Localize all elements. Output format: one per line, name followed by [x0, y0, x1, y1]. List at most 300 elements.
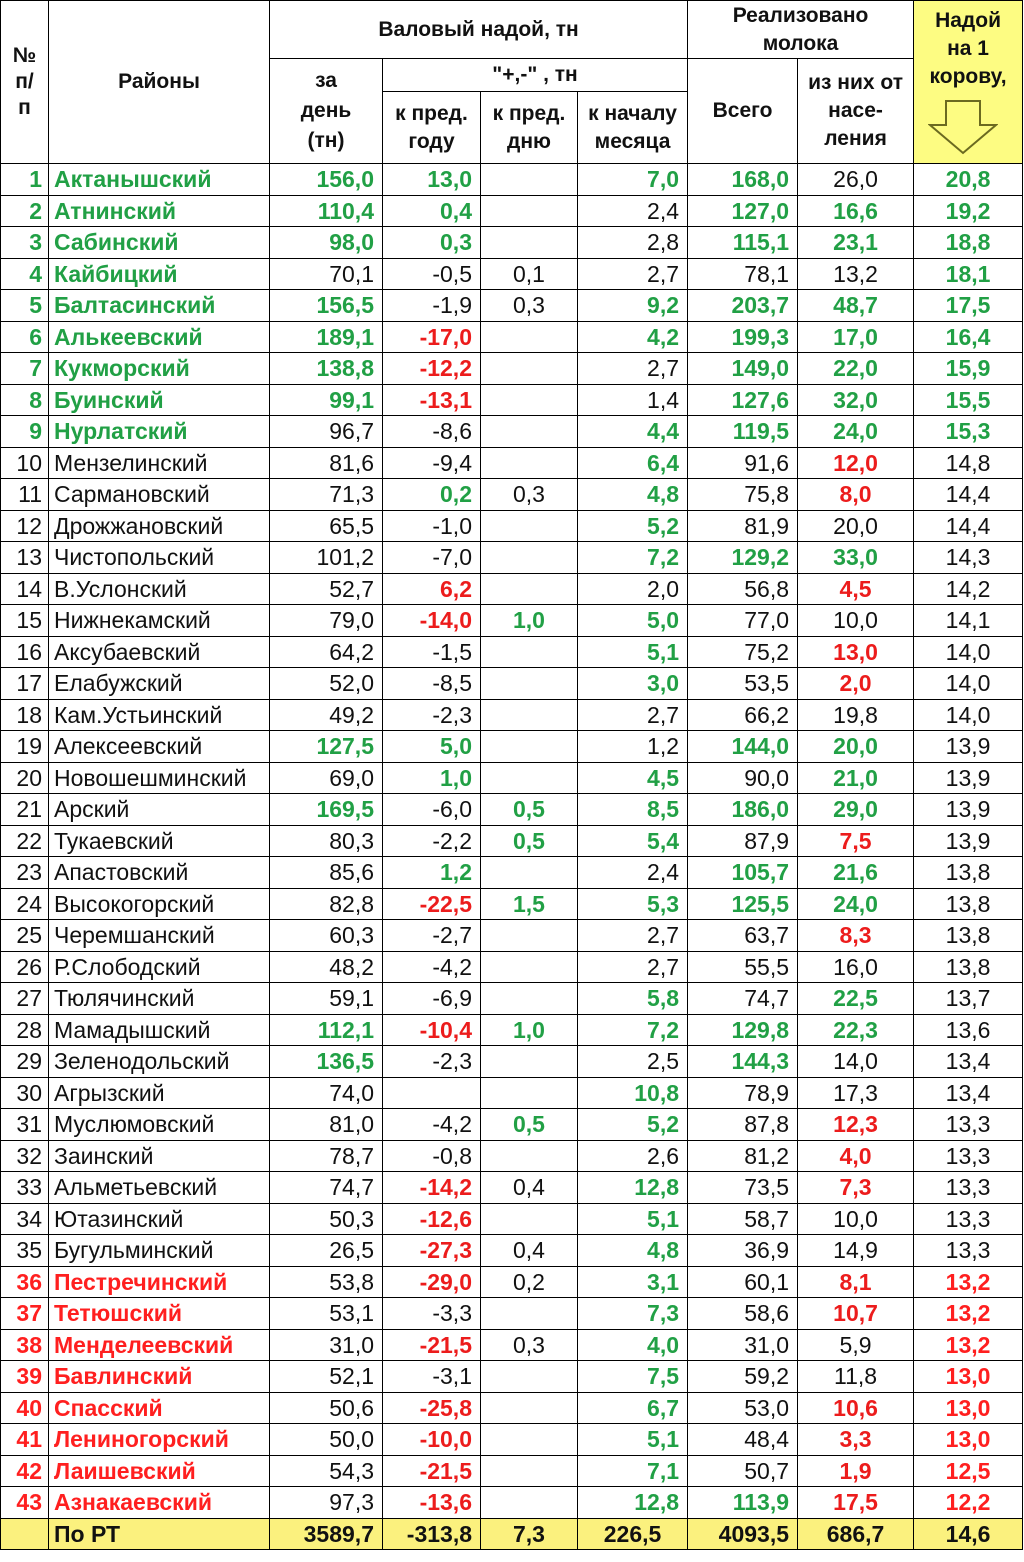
from-population-value: 13,2	[798, 258, 914, 290]
vs-prev-year-value: -6,9	[383, 983, 481, 1015]
table-row	[1, 227, 1023, 259]
table-row	[1, 731, 1023, 763]
vs-prev-day-value	[481, 731, 578, 763]
per-day-value: 99,1	[270, 384, 383, 416]
sold-total-value: 125,5	[688, 888, 798, 920]
row-number: 32	[1, 1140, 49, 1172]
vs-month-start-value: 10,8	[578, 1077, 688, 1109]
per-cow-value: 13,2	[914, 1266, 1023, 1298]
vs-month-start-value: 2,0	[578, 573, 688, 605]
vs-month-start-value: 5,3	[578, 888, 688, 920]
table-row	[1, 1077, 1023, 1109]
sold-total-value: 127,6	[688, 384, 798, 416]
vs-prev-day-value: 0,3	[481, 479, 578, 511]
per-day-value: 110,4	[270, 195, 383, 227]
district-name: Агрызский	[49, 1077, 270, 1109]
vs-prev-day-value	[481, 353, 578, 385]
vs-month-start-value: 5,1	[578, 636, 688, 668]
per-cow-value: 14,2	[914, 573, 1023, 605]
row-number: 29	[1, 1046, 49, 1078]
vs-prev-day-value	[481, 1046, 578, 1078]
row-number: 34	[1, 1203, 49, 1235]
per-cow-value: 14,4	[914, 479, 1023, 511]
vs-prev-year-value: -7,0	[383, 542, 481, 574]
per-day-value: 50,0	[270, 1424, 383, 1456]
header-vs-prev-day: к пред. дню	[481, 92, 578, 164]
per-day-value: 52,7	[270, 573, 383, 605]
vs-month-start-value: 9,2	[578, 290, 688, 322]
vs-prev-day-value	[481, 920, 578, 952]
total-from-population: 686,7	[798, 1518, 914, 1549]
district-name: В.Услонский	[49, 573, 270, 605]
vs-prev-day-value	[481, 195, 578, 227]
header-district: Районы	[49, 1, 270, 164]
vs-prev-year-value: -8,5	[383, 668, 481, 700]
table-row	[1, 888, 1023, 920]
vs-prev-year-value: -2,2	[383, 825, 481, 857]
total-label: По РТ	[49, 1518, 270, 1549]
per-day-value: 50,3	[270, 1203, 383, 1235]
vs-month-start-value: 3,1	[578, 1266, 688, 1298]
table-row	[1, 384, 1023, 416]
table-row	[1, 605, 1023, 637]
from-population-value: 10,0	[798, 1203, 914, 1235]
row-number: 5	[1, 290, 49, 322]
down-arrow-icon	[928, 99, 998, 155]
per-cow-value: 13,9	[914, 794, 1023, 826]
row-number: 14	[1, 573, 49, 605]
sold-total-value: 36,9	[688, 1235, 798, 1267]
row-number: 41	[1, 1424, 49, 1456]
per-day-value: 80,3	[270, 825, 383, 857]
vs-month-start-value: 5,1	[578, 1424, 688, 1456]
per-day-value: 79,0	[270, 605, 383, 637]
district-name: Кам.Устьинский	[49, 699, 270, 731]
sold-total-value: 87,8	[688, 1109, 798, 1141]
sold-total-value: 127,0	[688, 195, 798, 227]
row-number: 8	[1, 384, 49, 416]
vs-prev-year-value: -17,0	[383, 321, 481, 353]
row-number: 1	[1, 164, 49, 196]
per-cow-value: 14,3	[914, 542, 1023, 574]
vs-prev-day-value: 0,4	[481, 1172, 578, 1204]
per-cow-value: 14,0	[914, 668, 1023, 700]
from-population-value: 32,0	[798, 384, 914, 416]
sold-total-value: 90,0	[688, 762, 798, 794]
row-number: 2	[1, 195, 49, 227]
district-name: Чистопольский	[49, 542, 270, 574]
from-population-value: 8,1	[798, 1266, 914, 1298]
from-population-value: 48,7	[798, 290, 914, 322]
table-row	[1, 1235, 1023, 1267]
district-name: Лаишевский	[49, 1455, 270, 1487]
vs-month-start-value: 12,8	[578, 1172, 688, 1204]
per-day-value: 98,0	[270, 227, 383, 259]
header-sold-milk: Реализовано молока	[688, 1, 914, 59]
header-per-day: за день (тн)	[270, 59, 383, 164]
district-name: Высокогорский	[49, 888, 270, 920]
vs-month-start-value: 5,4	[578, 825, 688, 857]
district-name: Бугульминский	[49, 1235, 270, 1267]
sold-total-value: 144,0	[688, 731, 798, 763]
district-name: Алькеевский	[49, 321, 270, 353]
table-row	[1, 1172, 1023, 1204]
per-day-value: 81,0	[270, 1109, 383, 1141]
per-cow-value: 13,0	[914, 1392, 1023, 1424]
per-day-value: 74,7	[270, 1172, 383, 1204]
vs-prev-year-value: -2,3	[383, 699, 481, 731]
vs-month-start-value: 7,5	[578, 1361, 688, 1393]
sold-total-value: 75,8	[688, 479, 798, 511]
vs-prev-day-value	[481, 227, 578, 259]
table-row	[1, 479, 1023, 511]
sold-total-value: 59,2	[688, 1361, 798, 1393]
sold-total-value: 63,7	[688, 920, 798, 952]
row-number: 23	[1, 857, 49, 889]
per-cow-value: 13,3	[914, 1203, 1023, 1235]
vs-prev-year-value: -3,1	[383, 1361, 481, 1393]
per-day-value: 54,3	[270, 1455, 383, 1487]
per-day-value: 74,0	[270, 1077, 383, 1109]
vs-month-start-value: 5,8	[578, 983, 688, 1015]
table-row	[1, 1487, 1023, 1519]
table-row	[1, 195, 1023, 227]
per-cow-value: 13,4	[914, 1077, 1023, 1109]
vs-prev-day-value	[481, 951, 578, 983]
header-total: Всего	[688, 59, 798, 164]
table-row	[1, 1361, 1023, 1393]
district-name: Тукаевский	[49, 825, 270, 857]
vs-prev-day-value: 1,5	[481, 888, 578, 920]
per-cow-value: 15,3	[914, 416, 1023, 448]
table-row	[1, 447, 1023, 479]
table-row	[1, 951, 1023, 983]
per-cow-value: 13,9	[914, 762, 1023, 794]
table-row	[1, 258, 1023, 290]
from-population-value: 20,0	[798, 731, 914, 763]
vs-prev-year-value: -3,3	[383, 1298, 481, 1330]
table-row	[1, 1329, 1023, 1361]
vs-prev-year-value	[383, 1077, 481, 1109]
sold-total-value: 129,8	[688, 1014, 798, 1046]
row-number: 16	[1, 636, 49, 668]
per-cow-value: 14,4	[914, 510, 1023, 542]
district-name: Елабужский	[49, 668, 270, 700]
row-number: 13	[1, 542, 49, 574]
district-name: Мамадышский	[49, 1014, 270, 1046]
sold-total-value: 168,0	[688, 164, 798, 196]
row-number: 25	[1, 920, 49, 952]
vs-month-start-value: 5,2	[578, 510, 688, 542]
from-population-value: 16,0	[798, 951, 914, 983]
row-number: 26	[1, 951, 49, 983]
district-name: Апастовский	[49, 857, 270, 889]
table-row	[1, 1455, 1023, 1487]
from-population-value: 7,3	[798, 1172, 914, 1204]
district-name: Сармановский	[49, 479, 270, 511]
per-day-value: 69,0	[270, 762, 383, 794]
vs-month-start-value: 2,7	[578, 258, 688, 290]
per-cow-value: 19,2	[914, 195, 1023, 227]
row-number: 28	[1, 1014, 49, 1046]
district-name: Менделеевский	[49, 1329, 270, 1361]
table-row	[1, 416, 1023, 448]
district-name: Тюлячинский	[49, 983, 270, 1015]
per-cow-value: 13,2	[914, 1298, 1023, 1330]
per-day-value: 101,2	[270, 542, 383, 574]
table-row	[1, 1203, 1023, 1235]
vs-prev-year-value: -29,0	[383, 1266, 481, 1298]
district-name: Новошешминский	[49, 762, 270, 794]
per-day-value: 71,3	[270, 479, 383, 511]
vs-prev-day-value: 0,5	[481, 794, 578, 826]
vs-prev-year-value: -1,5	[383, 636, 481, 668]
per-cow-value: 13,9	[914, 825, 1023, 857]
sold-total-value: 56,8	[688, 573, 798, 605]
sold-total-value: 66,2	[688, 699, 798, 731]
district-name: Мензелинский	[49, 447, 270, 479]
sold-total-value: 75,2	[688, 636, 798, 668]
table-row	[1, 762, 1023, 794]
sold-total-value: 58,6	[688, 1298, 798, 1330]
row-number: 10	[1, 447, 49, 479]
vs-month-start-value: 4,4	[578, 416, 688, 448]
from-population-value: 12,3	[798, 1109, 914, 1141]
row-number: 9	[1, 416, 49, 448]
sold-total-value: 119,5	[688, 416, 798, 448]
row-number: 21	[1, 794, 49, 826]
total-per-day: 3589,7	[270, 1518, 383, 1549]
district-name: Р.Слободский	[49, 951, 270, 983]
vs-prev-day-value: 1,0	[481, 605, 578, 637]
district-name: Алексеевский	[49, 731, 270, 763]
vs-month-start-value: 2,4	[578, 195, 688, 227]
from-population-value: 8,0	[798, 479, 914, 511]
per-cow-value: 13,3	[914, 1235, 1023, 1267]
table-row	[1, 668, 1023, 700]
district-name: Муслюмовский	[49, 1109, 270, 1141]
vs-prev-year-value: -21,5	[383, 1329, 481, 1361]
per-cow-value: 13,8	[914, 920, 1023, 952]
table-row	[1, 1298, 1023, 1330]
vs-prev-day-value	[481, 1487, 578, 1519]
vs-prev-day-value: 0,3	[481, 290, 578, 322]
vs-month-start-value: 6,7	[578, 1392, 688, 1424]
sold-total-value: 186,0	[688, 794, 798, 826]
per-day-value: 138,8	[270, 353, 383, 385]
vs-prev-day-value: 0,3	[481, 1329, 578, 1361]
table-row	[1, 794, 1023, 826]
district-name: Аксубаевский	[49, 636, 270, 668]
header-per-cow-label: Надой на 1 корову,	[929, 9, 1007, 88]
from-population-value: 2,0	[798, 668, 914, 700]
district-name: Атнинский	[49, 195, 270, 227]
district-name: Актанышский	[49, 164, 270, 196]
row-number: 33	[1, 1172, 49, 1204]
vs-prev-day-value: 0,5	[481, 1109, 578, 1141]
per-day-value: 127,5	[270, 731, 383, 763]
vs-prev-day-value	[481, 762, 578, 794]
per-day-value: 52,1	[270, 1361, 383, 1393]
per-cow-value: 12,2	[914, 1487, 1023, 1519]
per-day-value: 156,5	[270, 290, 383, 322]
table-row	[1, 290, 1023, 322]
district-name: Лениногорский	[49, 1424, 270, 1456]
vs-month-start-value: 8,5	[578, 794, 688, 826]
table-row	[1, 699, 1023, 731]
vs-month-start-value: 6,4	[578, 447, 688, 479]
per-day-value: 53,8	[270, 1266, 383, 1298]
sold-total-value: 113,9	[688, 1487, 798, 1519]
per-cow-value: 13,7	[914, 983, 1023, 1015]
per-cow-value: 14,0	[914, 699, 1023, 731]
row-number: 22	[1, 825, 49, 857]
from-population-value: 13,0	[798, 636, 914, 668]
per-day-value: 52,0	[270, 668, 383, 700]
from-population-value: 19,8	[798, 699, 914, 731]
sold-total-value: 149,0	[688, 353, 798, 385]
total-per-cow: 14,6	[914, 1518, 1023, 1549]
header-vs-prev-year: к пред. году	[383, 92, 481, 164]
vs-prev-day-value	[481, 416, 578, 448]
from-population-value: 22,3	[798, 1014, 914, 1046]
vs-prev-year-value: -0,8	[383, 1140, 481, 1172]
district-name: Тетюшский	[49, 1298, 270, 1330]
vs-prev-day-value	[481, 1140, 578, 1172]
district-name: Черемшанский	[49, 920, 270, 952]
table-row	[1, 1392, 1023, 1424]
row-number: 12	[1, 510, 49, 542]
table-row	[1, 1266, 1023, 1298]
row-number: 7	[1, 353, 49, 385]
vs-month-start-value: 1,2	[578, 731, 688, 763]
vs-prev-year-value: 1,0	[383, 762, 481, 794]
from-population-value: 21,0	[798, 762, 914, 794]
vs-prev-year-value: 0,2	[383, 479, 481, 511]
from-population-value: 20,0	[798, 510, 914, 542]
vs-prev-day-value	[481, 321, 578, 353]
per-cow-value: 13,0	[914, 1424, 1023, 1456]
vs-prev-year-value: -13,1	[383, 384, 481, 416]
from-population-value: 17,5	[798, 1487, 914, 1519]
per-day-value: 59,1	[270, 983, 383, 1015]
per-cow-value: 13,6	[914, 1014, 1023, 1046]
from-population-value: 26,0	[798, 164, 914, 196]
per-cow-value: 14,8	[914, 447, 1023, 479]
vs-month-start-value: 4,0	[578, 1329, 688, 1361]
vs-prev-year-value: 0,3	[383, 227, 481, 259]
per-cow-value: 14,1	[914, 605, 1023, 637]
district-name: Зеленодольский	[49, 1046, 270, 1078]
table-row	[1, 636, 1023, 668]
vs-prev-year-value: -21,5	[383, 1455, 481, 1487]
sold-total-value: 129,2	[688, 542, 798, 574]
vs-prev-day-value: 0,2	[481, 1266, 578, 1298]
vs-prev-year-value: -12,2	[383, 353, 481, 385]
per-cow-value: 17,5	[914, 290, 1023, 322]
vs-month-start-value: 5,2	[578, 1109, 688, 1141]
district-name: Пестречинский	[49, 1266, 270, 1298]
header-plusminus: "+,-" , тн	[383, 59, 688, 92]
per-cow-value: 15,5	[914, 384, 1023, 416]
vs-prev-year-value: 6,2	[383, 573, 481, 605]
row-number: 30	[1, 1077, 49, 1109]
per-day-value: 70,1	[270, 258, 383, 290]
row-number: 24	[1, 888, 49, 920]
per-cow-value: 13,8	[914, 888, 1023, 920]
from-population-value: 17,0	[798, 321, 914, 353]
vs-prev-day-value: 1,0	[481, 1014, 578, 1046]
vs-month-start-value: 2,7	[578, 920, 688, 952]
table-row	[1, 353, 1023, 385]
vs-month-start-value: 7,1	[578, 1455, 688, 1487]
sold-total-value: 78,1	[688, 258, 798, 290]
district-name: Арский	[49, 794, 270, 826]
per-cow-value: 14,0	[914, 636, 1023, 668]
vs-prev-year-value: -1,0	[383, 510, 481, 542]
vs-prev-day-value: 0,5	[481, 825, 578, 857]
vs-prev-year-value: -10,0	[383, 1424, 481, 1456]
vs-prev-year-value: -4,2	[383, 951, 481, 983]
district-name: Сабинский	[49, 227, 270, 259]
per-cow-value: 18,1	[914, 258, 1023, 290]
sold-total-value: 105,7	[688, 857, 798, 889]
row-number: 3	[1, 227, 49, 259]
vs-prev-year-value: -10,4	[383, 1014, 481, 1046]
per-day-value: 85,6	[270, 857, 383, 889]
from-population-value: 10,0	[798, 605, 914, 637]
per-cow-value: 13,3	[914, 1140, 1023, 1172]
per-day-value: 65,5	[270, 510, 383, 542]
district-name: Нурлатский	[49, 416, 270, 448]
vs-month-start-value: 1,4	[578, 384, 688, 416]
district-name: Дрожжановский	[49, 510, 270, 542]
per-day-value: 189,1	[270, 321, 383, 353]
vs-prev-year-value: 13,0	[383, 164, 481, 196]
per-day-value: 31,0	[270, 1329, 383, 1361]
vs-prev-year-value: 5,0	[383, 731, 481, 763]
sold-total-value: 144,3	[688, 1046, 798, 1078]
from-population-value: 23,1	[798, 227, 914, 259]
row-number: 20	[1, 762, 49, 794]
header-from-population: из них от насе- ления	[798, 59, 914, 164]
from-population-value: 29,0	[798, 794, 914, 826]
vs-month-start-value: 2,7	[578, 699, 688, 731]
vs-prev-day-value	[481, 1455, 578, 1487]
sold-total-value: 48,4	[688, 1424, 798, 1456]
from-population-value: 4,5	[798, 573, 914, 605]
vs-month-start-value: 2,7	[578, 353, 688, 385]
per-cow-value: 16,4	[914, 321, 1023, 353]
district-name: Кайбицкий	[49, 258, 270, 290]
vs-month-start-value: 4,2	[578, 321, 688, 353]
row-number: 17	[1, 668, 49, 700]
vs-prev-year-value: -12,6	[383, 1203, 481, 1235]
from-population-value: 33,0	[798, 542, 914, 574]
vs-prev-day-value	[481, 1298, 578, 1330]
vs-prev-year-value: -2,7	[383, 920, 481, 952]
per-cow-value: 13,3	[914, 1109, 1023, 1141]
vs-prev-year-value: -6,0	[383, 794, 481, 826]
vs-prev-day-value	[481, 636, 578, 668]
district-name: Азнакаевский	[49, 1487, 270, 1519]
vs-month-start-value: 2,5	[578, 1046, 688, 1078]
vs-prev-year-value: -1,9	[383, 290, 481, 322]
vs-month-start-value: 4,5	[578, 762, 688, 794]
from-population-value: 12,0	[798, 447, 914, 479]
vs-month-start-value: 4,8	[578, 1235, 688, 1267]
vs-prev-year-value: -8,6	[383, 416, 481, 448]
